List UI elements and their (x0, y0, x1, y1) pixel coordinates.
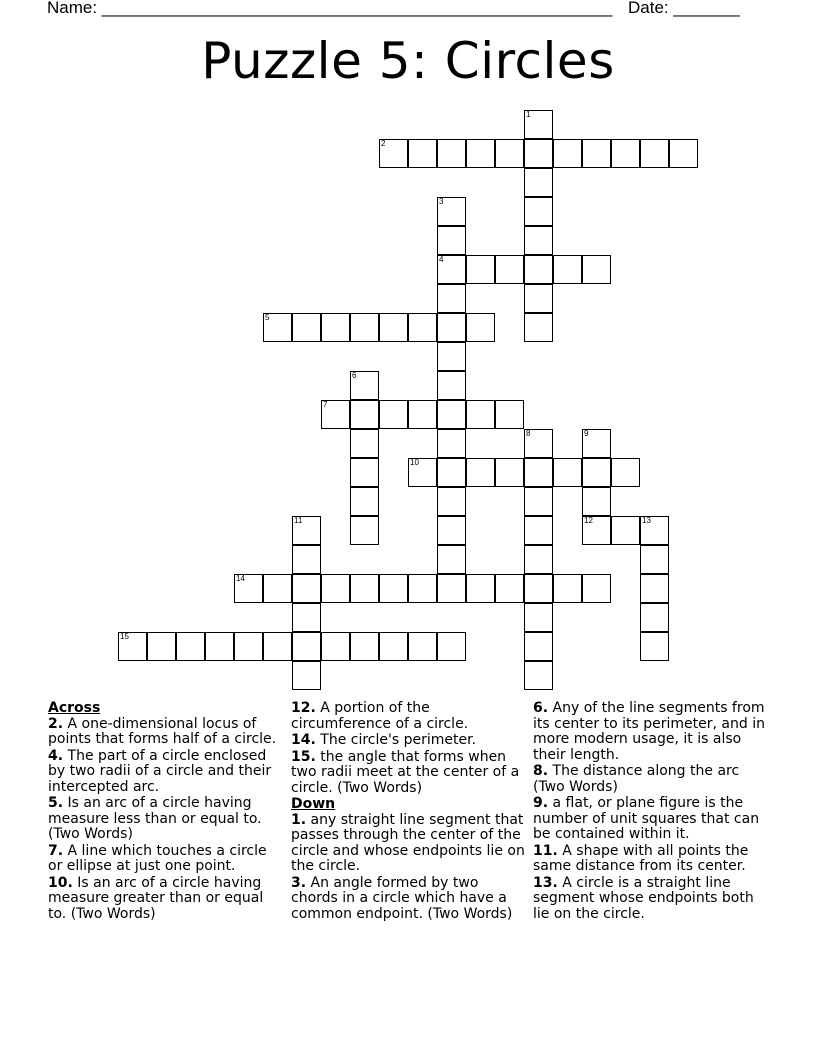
name-field[interactable]: Name: ______________________________________________________ (47, 0, 613, 17)
grid-cell[interactable] (408, 313, 437, 342)
grid-cell[interactable] (205, 632, 234, 661)
clue-text: the angle that forms when two radii meet at the center of a circle. (Two Words) (291, 748, 520, 796)
grid-cell[interactable] (118, 632, 147, 661)
cell-number: 10 (410, 458, 419, 467)
grid-cell[interactable] (466, 139, 495, 168)
grid-cell[interactable] (437, 342, 466, 371)
grid-cell[interactable] (292, 574, 321, 603)
grid-cell[interactable] (553, 458, 582, 487)
clue-number: 11. (533, 842, 558, 859)
grid-cell[interactable] (524, 284, 553, 313)
grid-cell[interactable] (437, 255, 466, 284)
grid-cell[interactable] (437, 516, 466, 545)
clues-column-3 (533, 701, 768, 923)
clue-number: 1. (291, 811, 307, 828)
grid-cell[interactable] (611, 139, 640, 168)
grid-cell[interactable] (582, 487, 611, 516)
grid-cell[interactable] (524, 661, 553, 690)
clue-number: 5. (48, 795, 64, 811)
grid-cell[interactable] (321, 313, 350, 342)
grid-cell[interactable] (234, 574, 263, 603)
grid-cell[interactable] (350, 516, 379, 545)
clue-across-7 (48, 844, 283, 875)
grid-cell[interactable] (495, 400, 524, 429)
clue-down-13 (533, 876, 768, 923)
grid-cell[interactable] (640, 574, 669, 603)
grid-cell[interactable] (408, 458, 437, 487)
grid-cell[interactable] (263, 313, 292, 342)
grid-cell[interactable] (408, 139, 437, 168)
grid-cell[interactable] (350, 632, 379, 661)
grid-cell[interactable] (437, 574, 466, 603)
clue-text: A circle is a straight line segment whose endpoints both lie on the circle. (533, 874, 754, 922)
clue-number: 15. (291, 748, 316, 765)
grid-cell[interactable] (524, 313, 553, 342)
grid-cell[interactable] (437, 632, 466, 661)
grid-cell[interactable] (408, 632, 437, 661)
clue-number: 13. (533, 874, 558, 891)
grid-cell[interactable] (669, 139, 698, 168)
clue-number: 6. (533, 700, 549, 716)
clue-text: any straight line segment that passes through the center of the circle and whose endpoints lie on the circle. (291, 811, 525, 874)
clue-number: 4. (48, 747, 64, 764)
cell-number: 6 (352, 371, 357, 380)
grid-cell[interactable] (350, 371, 379, 400)
grid-cell[interactable] (234, 632, 263, 661)
grid-cell[interactable] (350, 400, 379, 429)
grid-cell[interactable] (292, 632, 321, 661)
clue-across-10 (48, 876, 283, 923)
cell-number: 14 (236, 574, 245, 583)
cell-number: 15 (120, 632, 129, 641)
grid-cell[interactable] (524, 458, 553, 487)
grid-cell[interactable] (524, 255, 553, 284)
grid-cell[interactable] (640, 632, 669, 661)
grid-cell[interactable] (582, 574, 611, 603)
cell-number: 11 (294, 516, 303, 525)
grid-cell[interactable] (524, 139, 553, 168)
clue-text: An angle formed by two chords in a circle which have a common endpoint. (Two Words) (291, 874, 513, 922)
clue-down-1 (291, 813, 526, 875)
grid-cell[interactable] (640, 603, 669, 632)
puzzle-title: Puzzle 5: Circles (201, 32, 615, 90)
clue-down-11 (533, 844, 768, 875)
grid-cell[interactable] (524, 574, 553, 603)
grid-cell[interactable] (437, 284, 466, 313)
clue-text: A one-dimensional locus of points that forms half of a circle. (48, 715, 277, 747)
grid-cell[interactable] (524, 226, 553, 255)
grid-cell[interactable] (437, 313, 466, 342)
grid-cell[interactable] (524, 516, 553, 545)
grid-cell[interactable] (553, 255, 582, 284)
clue-number: 3. (291, 874, 307, 891)
across-heading: Across (48, 700, 101, 716)
grid-cell[interactable] (495, 574, 524, 603)
grid-cell[interactable] (611, 516, 640, 545)
grid-cell[interactable] (408, 400, 437, 429)
clue-number: 8. (533, 763, 549, 779)
clue-text: Any of the line segments from its center to its perimeter, and in more modern usage, it is also their length. (533, 700, 765, 763)
clue-text: A shape with all points the same distance from its center. (533, 842, 749, 874)
clue-number: 14. (291, 732, 316, 748)
cell-number: 13 (642, 516, 651, 525)
grid-cell[interactable] (263, 632, 292, 661)
grid-cell[interactable] (466, 255, 495, 284)
date-field[interactable]: Date: _______ (628, 0, 740, 17)
cell-number: 1 (526, 110, 531, 119)
cell-number: 9 (584, 429, 589, 438)
clue-text: The circle's perimeter. (315, 732, 476, 748)
clue-text: The part of a circle enclosed by two radii of a circle and their intercepted arc. (48, 747, 272, 795)
grid-cell[interactable] (350, 574, 379, 603)
grid-cell[interactable] (524, 603, 553, 632)
grid-cell[interactable] (640, 545, 669, 574)
grid-cell[interactable] (466, 458, 495, 487)
grid-cell[interactable] (350, 487, 379, 516)
grid-cell[interactable] (437, 139, 466, 168)
grid-cell[interactable] (437, 226, 466, 255)
clue-across-4 (48, 749, 283, 796)
grid-cell[interactable] (495, 458, 524, 487)
clue-number: 9. (533, 795, 549, 811)
grid-cell[interactable] (321, 400, 350, 429)
grid-cell[interactable] (379, 139, 408, 168)
grid-cell[interactable] (379, 632, 408, 661)
cell-number: 5 (265, 313, 270, 322)
grid-cell[interactable] (640, 516, 669, 545)
grid-cell[interactable] (437, 197, 466, 226)
clue-across-5 (48, 796, 283, 843)
grid-cell[interactable] (379, 313, 408, 342)
grid-cell[interactable] (147, 632, 176, 661)
clue-text: A line which touches a circle or ellipse at just one point. (48, 842, 267, 874)
grid-cell[interactable] (524, 632, 553, 661)
grid-cell[interactable] (524, 429, 553, 458)
grid-cell[interactable] (466, 400, 495, 429)
grid-cell[interactable] (292, 661, 321, 690)
grid-cell[interactable] (582, 516, 611, 545)
cell-number: 2 (381, 139, 386, 148)
clue-text: a flat, or plane figure is the number of unit squares that can be contained within it. (533, 795, 760, 842)
grid-cell[interactable] (437, 487, 466, 516)
grid-cell[interactable] (611, 458, 640, 487)
grid-cell[interactable] (292, 313, 321, 342)
grid-cell[interactable] (379, 574, 408, 603)
grid-cell[interactable] (437, 400, 466, 429)
clue-across-14 (291, 733, 526, 749)
grid-cell[interactable] (466, 574, 495, 603)
grid-cell[interactable] (437, 545, 466, 574)
clue-down-3 (291, 876, 526, 923)
clue-number: 2. (48, 715, 64, 732)
grid-cell[interactable] (582, 139, 611, 168)
grid-cell[interactable] (350, 313, 379, 342)
grid-cell[interactable] (176, 632, 205, 661)
clue-text: The distance along the arc (Two Words) (533, 763, 740, 795)
down-heading: Down (291, 796, 336, 812)
grid-cell[interactable] (379, 400, 408, 429)
grid-cell[interactable] (524, 168, 553, 197)
cell-number: 4 (439, 255, 444, 264)
clue-down-9 (533, 796, 768, 843)
clues-column-2 (291, 701, 526, 923)
clue-text: Is an arc of a circle having measure less than or equal to. (Two Words) (48, 795, 262, 842)
clue-number: 10. (48, 874, 73, 891)
clue-number: 7. (48, 842, 64, 859)
grid-cell[interactable] (466, 313, 495, 342)
grid-cell[interactable] (321, 574, 350, 603)
grid-cell[interactable] (553, 574, 582, 603)
clue-down-8 (533, 764, 768, 795)
cell-number: 7 (323, 400, 328, 409)
clues-column-1 (48, 701, 283, 923)
grid-cell[interactable] (437, 371, 466, 400)
grid-cell[interactable] (495, 255, 524, 284)
clue-across-12 (291, 701, 526, 732)
grid-cell[interactable] (350, 429, 379, 458)
grid-cell[interactable] (292, 603, 321, 632)
clue-across-2 (48, 717, 283, 748)
grid-cell[interactable] (292, 545, 321, 574)
grid-cell[interactable] (582, 429, 611, 458)
cell-number: 12 (584, 516, 593, 525)
grid-cell[interactable] (582, 255, 611, 284)
grid-cell[interactable] (321, 632, 350, 661)
grid-cell[interactable] (524, 545, 553, 574)
grid-cell[interactable] (524, 110, 553, 139)
grid-cell[interactable] (640, 139, 669, 168)
grid-cell[interactable] (524, 197, 553, 226)
grid-cell[interactable] (524, 487, 553, 516)
cell-number: 8 (526, 429, 531, 438)
grid-cell[interactable] (292, 516, 321, 545)
cell-number: 3 (439, 197, 444, 206)
grid-cell[interactable] (263, 574, 292, 603)
grid-cell[interactable] (437, 458, 466, 487)
grid-cell[interactable] (495, 139, 524, 168)
grid-cell[interactable] (437, 429, 466, 458)
grid-cell[interactable] (408, 574, 437, 603)
clue-text: A portion of the circumference of a circle. (291, 700, 469, 732)
grid-cell[interactable] (553, 139, 582, 168)
clue-across-15 (291, 750, 526, 797)
clue-number: 12. (291, 700, 316, 716)
grid-cell[interactable] (350, 458, 379, 487)
grid-cell[interactable] (582, 458, 611, 487)
clue-down-6 (533, 701, 768, 763)
clue-text: Is an arc of a circle having measure greater than or equal to. (Two Words) (48, 874, 264, 922)
